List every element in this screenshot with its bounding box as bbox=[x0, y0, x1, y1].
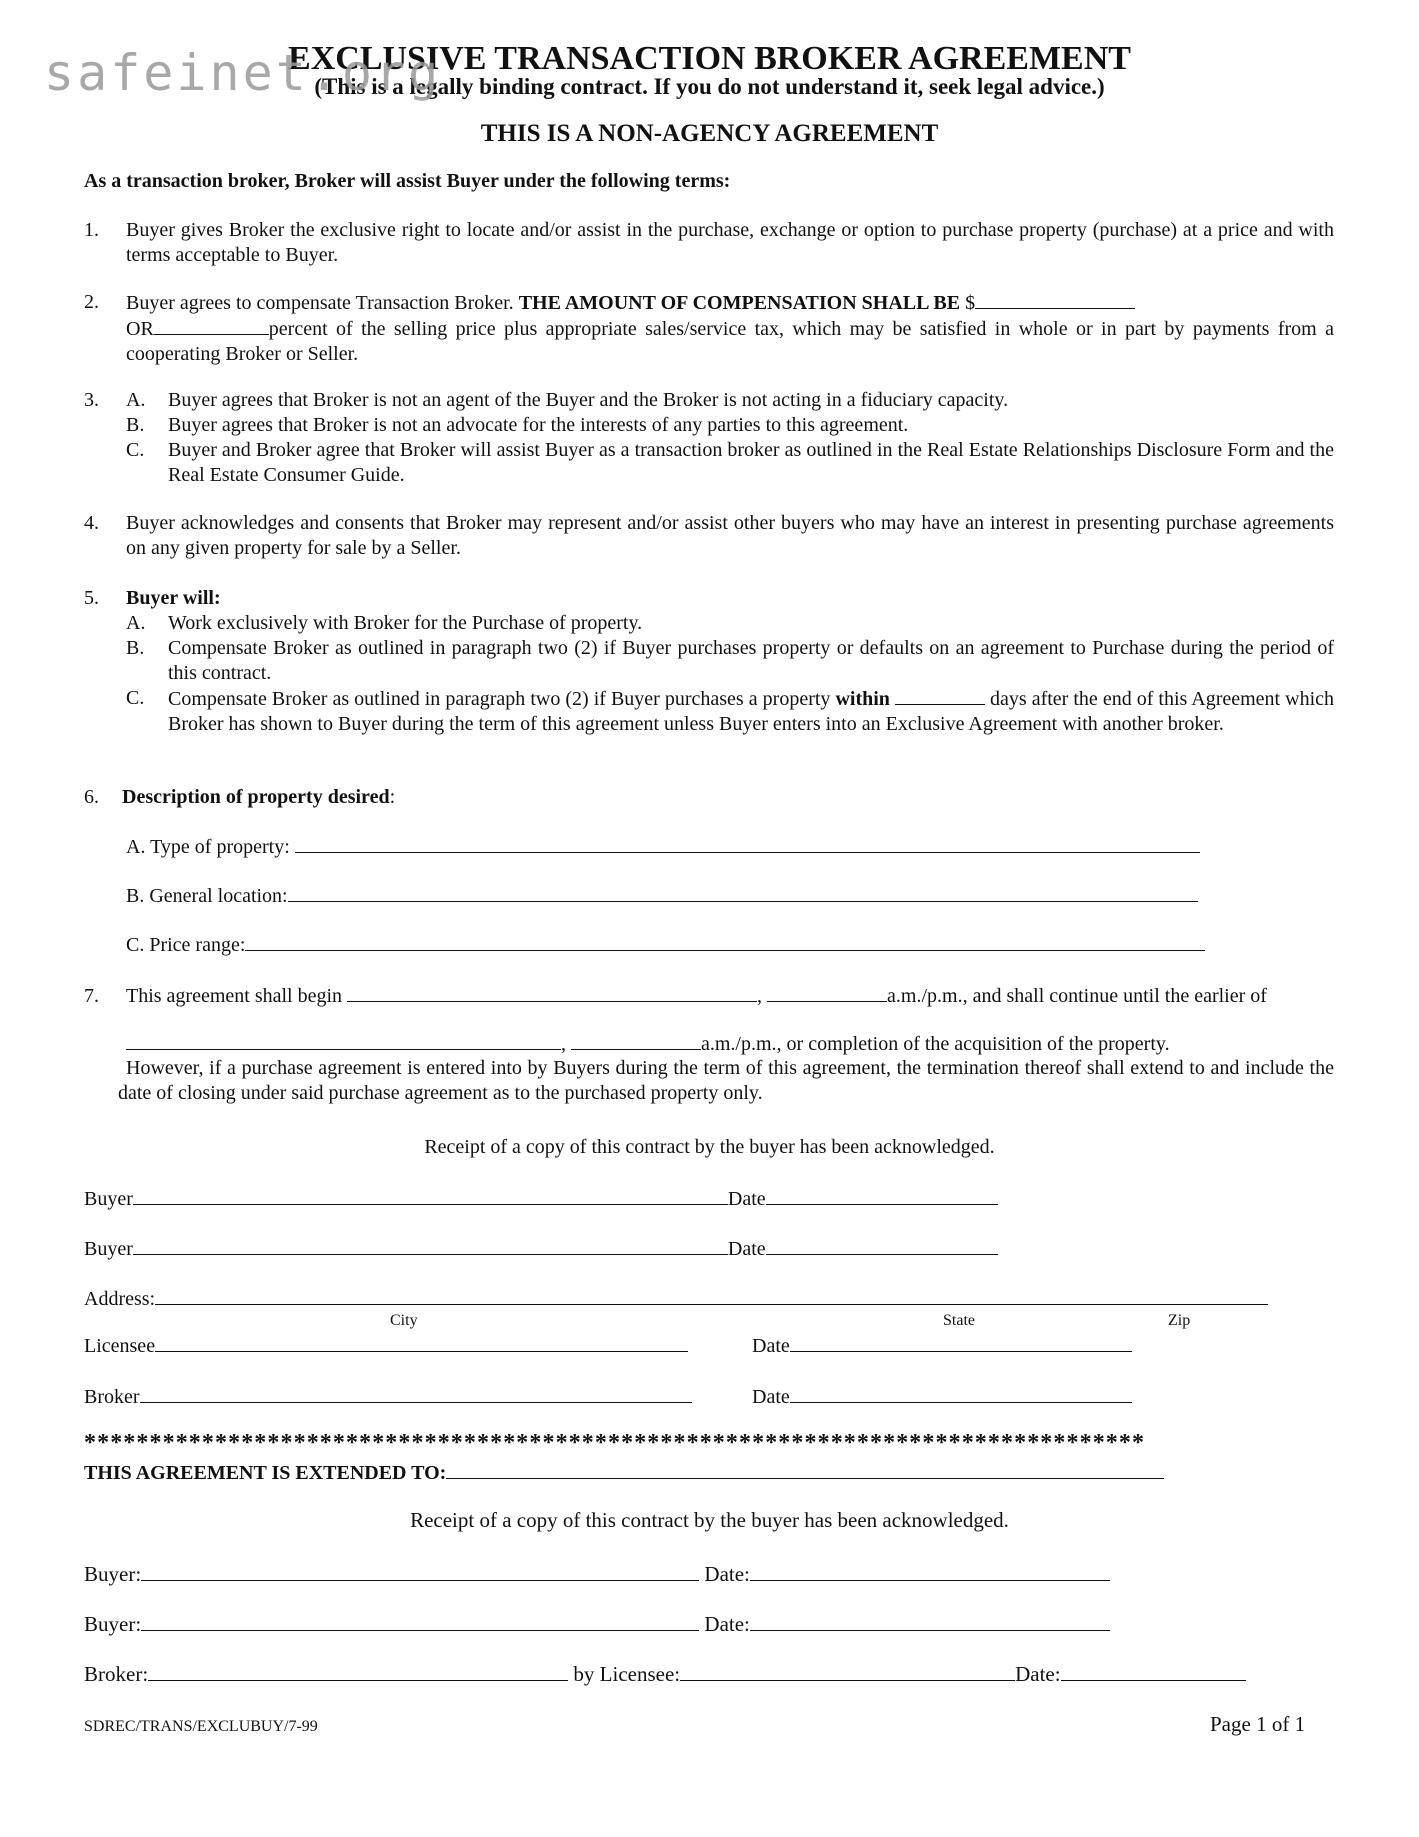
begin-date-field[interactable] bbox=[347, 983, 757, 1002]
extension-buyer-row-2: Buyer: Date: bbox=[84, 1612, 1110, 1637]
broker-signature-field[interactable] bbox=[140, 1384, 692, 1403]
clause-3c: C. Buyer and Broker agree that Broker will assist Buyer as a transaction broker as outlined in the Real Estate Relationships Disclosure Form and the Real Estate Consumer Guide. bbox=[126, 439, 1334, 486]
extension-row bbox=[84, 1460, 1164, 1485]
clause-5b: B. Compensate Broker as outlined in paragraph two (2) if Buyer purchases property or defaults on an agreement to Purchase during the period of this contract. bbox=[126, 637, 1334, 684]
form-id: SDREC/TRANS/EXCLUBUY/7-99 bbox=[84, 1718, 318, 1735]
extension-broker-signature-field[interactable] bbox=[148, 1662, 568, 1681]
paragraph-number: 4. bbox=[84, 512, 99, 534]
broker-date-row: Date bbox=[752, 1384, 1132, 1409]
extension-buyer-signature-field[interactable] bbox=[141, 1612, 699, 1631]
extension-licensee-field[interactable] bbox=[680, 1662, 1015, 1681]
paragraph-number: 6. bbox=[84, 786, 99, 808]
general-location-row bbox=[126, 883, 1198, 908]
buyer-signature-field[interactable] bbox=[133, 1186, 728, 1205]
begin-time-field[interactable] bbox=[767, 983, 887, 1002]
address-field[interactable] bbox=[155, 1286, 1268, 1305]
receipt-acknowledgement: Receipt of a copy of this contract by the buyer has been acknowledged. bbox=[424, 1136, 995, 1158]
document-subtitle: (This is a legally binding contract. If you do not understand it, seek legal advice.) bbox=[314, 74, 1105, 99]
extension-date-field[interactable] bbox=[446, 1460, 1164, 1479]
paragraph-7-line-1: 7. This agreement shall begin , a.m./p.m., and shall continue until the earlier of bbox=[84, 985, 1267, 1007]
broker-row: Broker bbox=[84, 1384, 692, 1409]
paragraph-text: Buyer acknowledges and consents that Broker may represent and/or assist other buyers who may have an interest in presenting purchase agreements on any given property for sale by a Seller. bbox=[126, 512, 1334, 559]
extension-buyer-date-field[interactable] bbox=[750, 1612, 1110, 1631]
paragraph-text bbox=[126, 290, 1334, 367]
paragraph-2 bbox=[84, 290, 1334, 367]
broker-date-field[interactable] bbox=[790, 1384, 1132, 1403]
watermark: safeinet.org bbox=[44, 44, 442, 102]
compensation-bold: THE AMOUNT OF COMPENSATION SHALL BE bbox=[518, 292, 961, 314]
price-range-label: C. Price range: bbox=[126, 934, 246, 956]
end-time-field[interactable] bbox=[571, 1031, 701, 1050]
paragraph-6: 6. Description of property desired: bbox=[84, 786, 396, 808]
paragraph-number: 2. bbox=[84, 291, 99, 313]
property-type-label: A. Type of property: bbox=[126, 836, 295, 858]
zip-caption: Zip bbox=[1168, 1312, 1191, 1329]
licensee-date-field[interactable] bbox=[790, 1333, 1132, 1352]
buyer-date-field[interactable] bbox=[766, 1186, 998, 1205]
extension-broker-row: Broker: by Licensee: Date: bbox=[84, 1662, 1246, 1687]
licensee-date-row: Date bbox=[752, 1333, 1132, 1358]
extension-buyer-row-1: Buyer: Date: bbox=[84, 1562, 1110, 1587]
licensee-signature-field[interactable] bbox=[155, 1333, 688, 1352]
paragraph-number: 3. bbox=[84, 389, 99, 411]
clause-5a: A. Work exclusively with Broker for the Purchase of property. bbox=[126, 612, 643, 634]
paragraph-7-line-2: , a.m./p.m., or completion of the acquisition of the property. bbox=[126, 1031, 1170, 1056]
buyer-signature-field[interactable] bbox=[133, 1236, 728, 1255]
paragraph-number: 1. bbox=[84, 219, 99, 241]
general-location-field[interactable] bbox=[288, 883, 1198, 902]
end-date-field[interactable] bbox=[126, 1031, 561, 1050]
buyer-signature-row-1: Buyer Date bbox=[84, 1186, 998, 1211]
property-type-row bbox=[126, 834, 1200, 859]
address-row: Address: bbox=[84, 1286, 1268, 1311]
price-range-field[interactable] bbox=[245, 932, 1205, 951]
paragraph-4 bbox=[84, 511, 1334, 561]
or-label: OR bbox=[126, 318, 154, 340]
page-number: Page 1 of 1 bbox=[1210, 1712, 1306, 1736]
dollar-sign: $ bbox=[960, 292, 976, 314]
property-desired-heading: Description of property desired bbox=[122, 786, 390, 808]
extension-buyer-date-field[interactable] bbox=[750, 1562, 1110, 1581]
buyer-will-heading: Buyer will: bbox=[126, 587, 221, 609]
paragraph-number: 5. bbox=[84, 587, 99, 609]
extension-receipt: Receipt of a copy of this contract by the buyer has been acknowledged. bbox=[410, 1508, 1009, 1532]
buyer-signature-row-2: Buyer Date bbox=[84, 1236, 998, 1261]
city-caption: City bbox=[390, 1312, 418, 1329]
extension-heading: THIS AGREEMENT IS EXTENDED TO: bbox=[84, 1462, 447, 1484]
price-range-row bbox=[126, 932, 1205, 957]
days-after-field[interactable] bbox=[895, 686, 985, 705]
clause-5c: C. Compensate Broker as outlined in paragraph two (2) if Buyer purchases a property within days after the end of this Agreement which Broker has shown to Buyer during the term of this agreement unless Buyer enters into an Exclusive Agreement with another broker. bbox=[126, 687, 1335, 735]
paragraph-5 bbox=[84, 586, 1334, 737]
clause-3b: B. Buyer agrees that Broker is not an advocate for the interests of any parties to this agreement. bbox=[126, 414, 909, 436]
compensation-percent-field[interactable] bbox=[154, 316, 269, 335]
document-title: EXCLUSIVE TRANSACTION BROKER AGREEMENT bbox=[288, 40, 1131, 77]
clause-3a: A. Buyer agrees that Broker is not an agent of the Buyer and the Broker is not acting in a fiduciary capacity. bbox=[126, 389, 1009, 411]
paragraph-text: Buyer gives Broker the exclusive right to locate and/or assist in the purchase, exchange or option to purchase property (purchase) at a price and with terms acceptable to Buyer. bbox=[126, 219, 1334, 266]
extension-buyer-signature-field[interactable] bbox=[141, 1562, 699, 1581]
paragraph-number: 7. bbox=[84, 985, 99, 1007]
paragraph-3 bbox=[84, 388, 1334, 488]
paragraph-1 bbox=[84, 218, 1334, 268]
compensation-amount-field[interactable] bbox=[975, 290, 1135, 309]
general-location-label: B. General location: bbox=[126, 885, 288, 907]
licensee-row: Licensee bbox=[84, 1333, 688, 1358]
paragraph-7-however: However, if a purchase agreement is entered into by Buyers during the term of this agreement, the termination thereof shall extend to and include the date of closing under said purchase agreement as to the purchased property only. bbox=[118, 1057, 1334, 1104]
non-agency-heading: THIS IS A NON-AGENCY AGREEMENT bbox=[480, 120, 939, 147]
state-caption: State bbox=[943, 1312, 975, 1329]
extension-date-field[interactable] bbox=[1061, 1662, 1246, 1681]
property-type-field[interactable] bbox=[295, 834, 1200, 853]
compensation-rest: percent of the selling price plus appropriate sales/service tax, which may be satisfied in whole or in part by payments from a cooperating Broker or Seller. bbox=[126, 318, 1334, 365]
intro-text: As a transaction broker, Broker will assist Buyer under the following terms: bbox=[84, 170, 731, 192]
compensation-intro: Buyer agrees to compensate Transaction Broker. bbox=[126, 292, 519, 314]
separator-stars: ********************************************************************************* bbox=[84, 1430, 1146, 1456]
buyer-date-field[interactable] bbox=[766, 1236, 998, 1255]
